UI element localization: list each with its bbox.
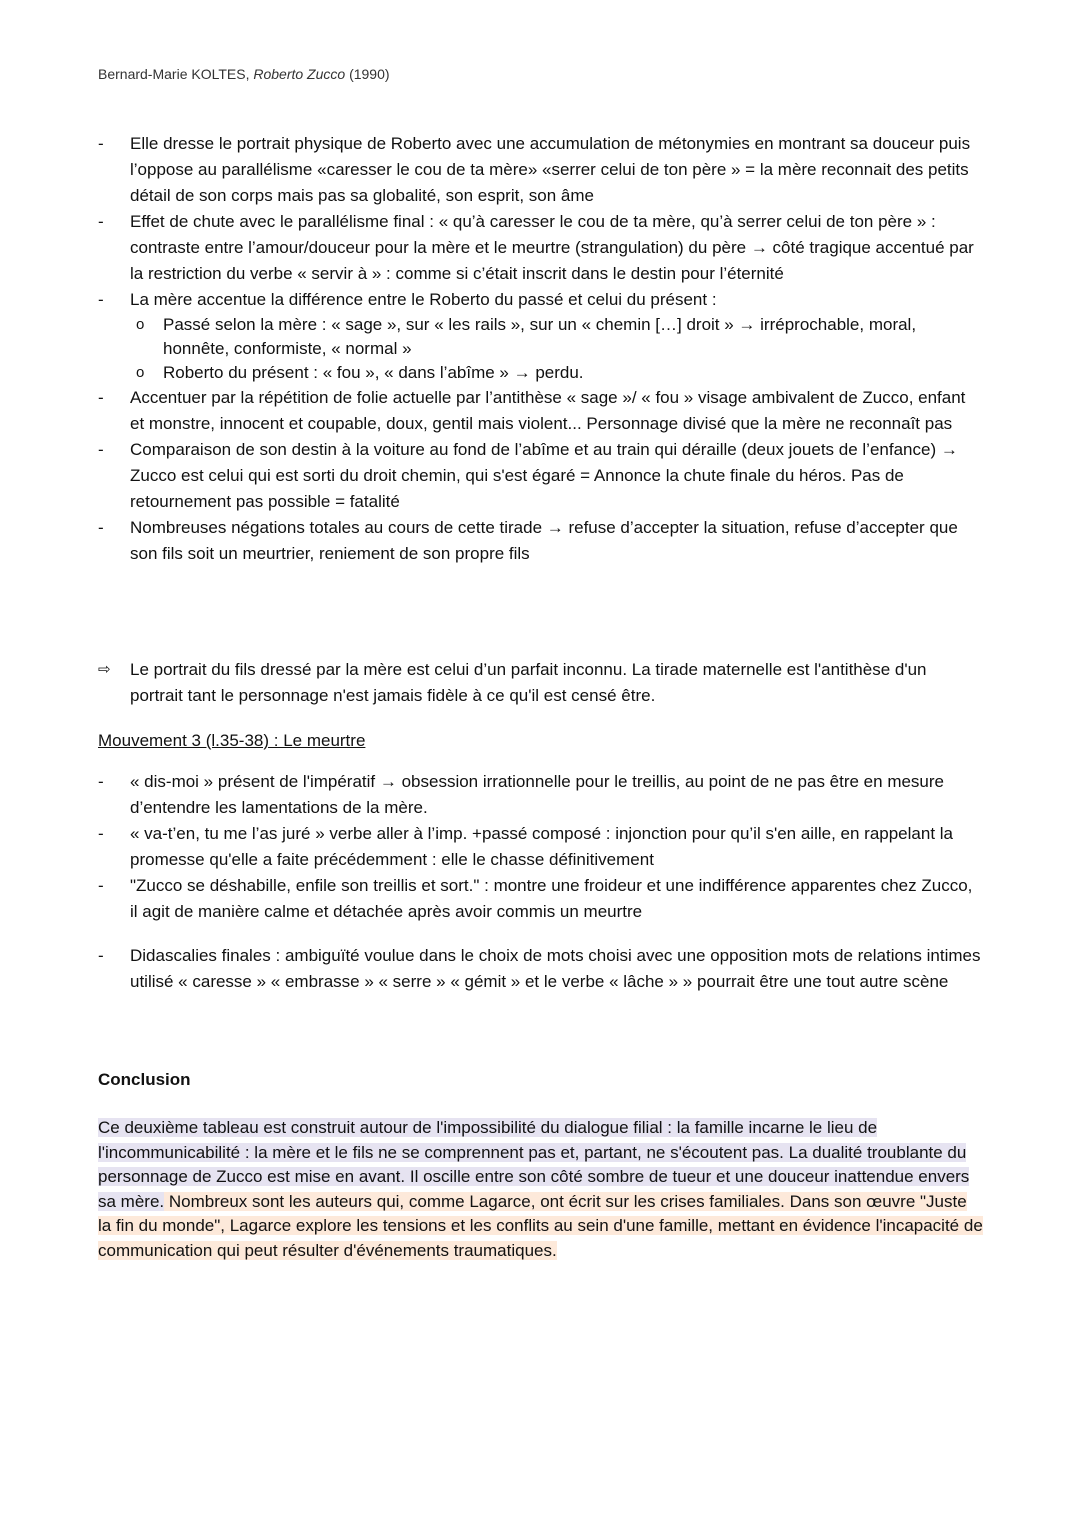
list-item: - La mère accentue la différence entre le Roberto du passé et celui du présent : o Passé selon la mère : « sage », sur « les rails », sur un « chemin […] droit » → irréprochable, moral, honnête, conformiste, « normal » o Roberto du présent : « fou », « dans l’abîme » → perdu.: [98, 287, 983, 385]
header-author: Bernard-Marie KOLTES,: [98, 66, 254, 82]
page-header: [98, 66, 390, 82]
header-work-title: Roberto Zucco: [253, 66, 346, 82]
list-item: - Accentuer par la répétition de folie actuelle par l’antithèse « sage »/ « fou » visage ambivalent de Zucco, enfant et monstre, innocent et coupable, doux, gentil mais violent... Personnage divisé que la mère ne reconnaît pas: [98, 385, 983, 437]
sub-list-item: o Passé selon la mère : « sage », sur « les rails », sur un « chemin […] droit » → irréprochable, moral, honnête, conformiste, « normal »: [136, 315, 917, 358]
circle-marker: o: [136, 316, 145, 333]
list-item: - Elle dresse le portrait physique de Roberto avec une accumulation de métonymies en montrant sa douceur puis l’oppose au parallélisme «caresser le cou de ta mère» «serrer celui de ton père » = la mère reconnait des petits détail de son corps mais pas sa globalité, son esprit, son âme: [98, 131, 983, 209]
list-item: - Nombreuses négations totales au cours de cette tirade → refuse d’accepter la situation, refuse d’accepter que son fils soit un meurtrier, reniement de son propre fils: [98, 515, 983, 567]
list-item: - Effet de chute avec le parallélisme final : « qu’à caresser le cou de ta mère, qu’à serrer celui de ton père » : contraste entre l’amour/douceur pour la mère et le meurtre (strangulation) du père → côté tragique accentué par la restriction du verbe « servir à » : comme si c’était inscrit dans le destin pour l’éternité: [98, 209, 983, 287]
conclusion-heading: Conclusion: [98, 1070, 191, 1089]
movement3-final-bullet: [98, 943, 983, 995]
conclusion-paragraph: [98, 1116, 983, 1263]
list-item: - « va-t’en, tu me l’as juré » verbe aller à l’imp. +passé composé : injonction pour qu’il s'en aille, en rappelant la promesse qu'elle a faite précédemment : elle le chasse définitivement: [98, 821, 983, 873]
movement2-conclusion: ⇨ Le portrait du fils dressé par la mère est celui d’un parfait inconnu. La tirade maternelle est l'antithèse d'un portrait tant le personnage n'est jamais fidèle à ce qu'il est censé être.: [98, 657, 983, 709]
list-item: - Didascalies finales : ambiguïté voulue dans le choix de mots choisi avec une opposition mots de relations intimes utilisé « caresse » « embrasse » « serre » « gémit » et le verbe « lâche » » pourrait être une tout autre scène: [98, 943, 983, 995]
dash-marker: -: [98, 946, 104, 965]
circle-marker: o: [136, 364, 145, 381]
dash-marker: -: [98, 134, 104, 153]
header-year: (1990): [345, 66, 390, 82]
list-item: - « dis-moi » présent de l'impératif → obsession irrationnelle pour le treillis, au point de ne pas être en mesure d’entendre les lamentations de la mère.: [98, 769, 983, 821]
movement2-analysis: [98, 131, 983, 567]
list-item: - Comparaison de son destin à la voiture au fond de l’abîme et au train qui déraille (deux jouets de l’enfance) → Zucco est celui qui est sorti du droit chemin, qui s'est égaré = Annonce la chute finale du héros. Pas de retournement pas possible = fatalité: [98, 437, 983, 515]
dash-marker: -: [98, 212, 104, 231]
sub-list-item: o Roberto du présent : « fou », « dans l’abîme » → perdu.: [130, 361, 983, 385]
conclusion-part1: Ce deuxième tableau est construit autour de l'impossibilité du dialogue filial : la famille incarne le lieu de l'incommunicabilité : la mère et le fils ne se comprennent pas et, partant, ne s'écoutent pas. La dualité troublante du personnage de Zucco est mise en avant. Il oscille entre son côté sombre de tueur et une douceur inattendue envers sa mère.: [98, 1118, 970, 1211]
movement3-heading: Mouvement 3 (l.35-38) : Le meurtre: [98, 731, 366, 750]
dash-marker: -: [98, 772, 104, 791]
dash-marker: -: [98, 440, 104, 459]
list-item: - "Zucco se déshabille, enfile son treillis et sort." : montre une froideur et une indifférence apparentes chez Zucco, il agit de manière calme et détachée après avoir commis un meurtre: [98, 873, 983, 925]
dash-marker: -: [98, 290, 104, 309]
dash-marker: -: [98, 388, 104, 407]
dash-marker: -: [98, 518, 104, 537]
arrow-icon: ⇨: [98, 661, 111, 678]
conclusion-part2: Nombreux sont les auteurs qui, comme Lagarce, ont écrit sur les crises familiales. Dans son œuvre "Juste la fin du monde", Lagarce explore les tensions et les conflits au sein d'une famille, mettant en évidence l'incapacité de communication qui peut résulter d'événements traumatiques.: [98, 1191, 983, 1260]
dash-marker: -: [98, 824, 104, 843]
movement3-analysis: [98, 769, 983, 925]
dash-marker: -: [98, 876, 104, 895]
